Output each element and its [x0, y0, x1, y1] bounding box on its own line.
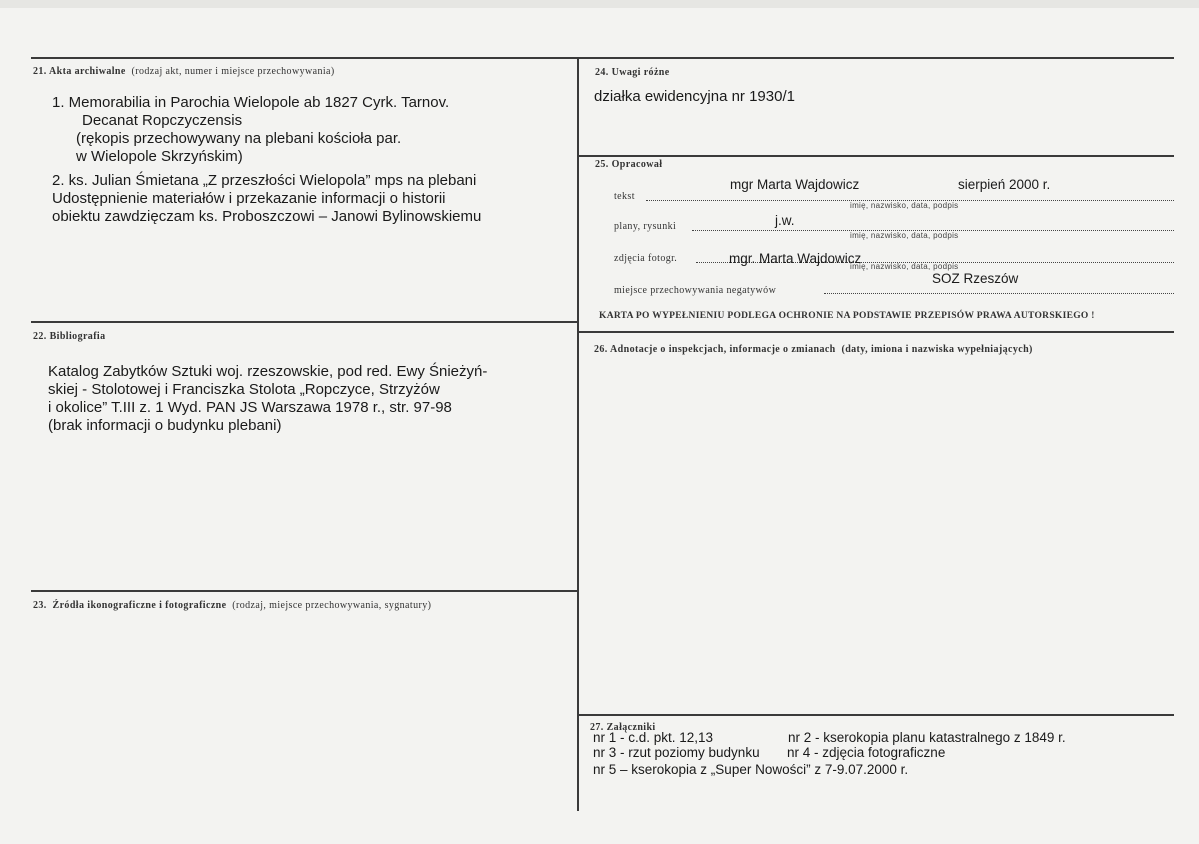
- section-23-label: [33, 600, 431, 611]
- section-21-line-6: Udostępnienie materiałów i przekazanie informacji o historii: [52, 190, 446, 207]
- attachment-2: nr 2 - kserokopia planu katastralnego z 1849 r.: [788, 730, 1066, 745]
- section-23-note: (rodzaj, miejsce przechowywania, sygnatury): [232, 600, 432, 611]
- miejsce-value: SOZ Rzeszów: [932, 271, 1019, 286]
- plany-hint: imię, nazwisko, data, podpis: [850, 231, 959, 240]
- rule-21-22: [31, 321, 578, 323]
- section-21-label: [33, 66, 335, 77]
- attachment-1: nr 1 - c.d. pkt. 12,13: [593, 730, 714, 745]
- section-21-title: 21. Akta archiwalne: [33, 66, 126, 77]
- section-22-line-1: Katalog Zabytków Sztuki woj. rzeszowskie, pod red. Ewy Śnieżyń-: [48, 363, 488, 380]
- section-21-line-1: 1. Memorabilia in Parochia Wielopole ab 1827 Cyrk. Tarnov.: [52, 94, 450, 111]
- rule-26-27: [578, 714, 1174, 716]
- section-22-line-2: skiej - Stolotowej i Franciszka Stolota „Ropczyce, Strzyżów: [48, 381, 440, 398]
- zdjecia-hint: imię, nazwisko, data, podpis: [850, 262, 959, 271]
- top-rule: [31, 57, 1174, 59]
- section-25-title: 25. Opracował: [595, 159, 663, 170]
- section-22-line-3: i okolice” T.III z. 1 Wyd. PAN JS Warszawa 1978 r., str. 97-98: [48, 399, 452, 416]
- plany-value: j.w.: [775, 213, 795, 228]
- miejsce-dotted-line: [824, 293, 1174, 294]
- section-25-label: [595, 159, 662, 170]
- zdjecia-label: zdjęcia fotogr.: [614, 253, 678, 264]
- section-27-title: 27. Załączniki: [590, 722, 656, 733]
- attachment-5: nr 5 – kserokopia z „Super Nowości” z 7-9.07.2000 r.: [593, 762, 909, 777]
- section-22-line-4: (brak informacji o budynku plebani): [48, 417, 282, 434]
- section-22-label: [33, 331, 106, 342]
- rule-22-23: [31, 590, 578, 592]
- section-23-num: 23.: [33, 600, 47, 611]
- rule-25-26: [578, 331, 1174, 333]
- tekst-label: tekst: [614, 191, 635, 202]
- section-21-line-7: obiektu zawdzięczam ks. Proboszczowi – Janowi Bylinowskiemu: [52, 208, 482, 225]
- section-24-label: [595, 67, 670, 78]
- section-26-title: 26. Adnotacje o inspekcjach, informacje o zmianach: [594, 344, 836, 355]
- section-21-line-4: w Wielopole Skrzyńskim): [76, 148, 243, 165]
- section-24-title: 24. Uwagi różne: [595, 67, 670, 78]
- section-23-title: Źródła ikonograficzne i fotograficzne: [52, 600, 227, 611]
- section-26-note: (daty, imiona i nazwiska wypełniających): [841, 344, 1033, 355]
- attachment-4: nr 4 - zdjęcia fotograficzne: [787, 745, 946, 760]
- section-24-text: działka ewidencyjna nr 1930/1: [594, 88, 795, 105]
- section-26-label: [594, 344, 1033, 355]
- tekst-date: sierpień 2000 r.: [958, 177, 1051, 192]
- vertical-divider: [577, 57, 579, 811]
- tekst-author: mgr Marta Wajdowicz: [730, 177, 860, 192]
- section-22-title: 22. Bibliografia: [33, 331, 106, 342]
- rule-24-25: [578, 155, 1174, 157]
- section-21-line-5: 2. ks. Julian Śmietana „Z przeszłości Wielopola” mps na plebani: [52, 172, 477, 189]
- section-21-line-2: Decanat Ropczyczensis: [82, 112, 243, 129]
- section-21-note: (rodzaj akt, numer i miejsce przechowywania): [131, 66, 335, 77]
- copyright-warning: KARTA PO WYPEŁNIENIU PODLEGA OCHRONIE NA PODSTAWIE PRZEPISÓW PRAWA AUTORSKIEGO !: [599, 311, 1095, 321]
- tekst-hint: imię, nazwisko, data, podpis: [850, 201, 959, 210]
- scan-edge: [0, 0, 1199, 8]
- attachment-3: nr 3 - rzut poziomy budynku: [593, 745, 760, 760]
- section-21-line-3: (rękopis przechowywany na plebani kościoła par.: [76, 130, 402, 147]
- zdjecia-value: mgr. Marta Wajdowicz: [729, 251, 862, 266]
- miejsce-label: miejsce przechowywania negatywów: [614, 285, 777, 296]
- plany-label: plany, rysunki: [614, 221, 677, 232]
